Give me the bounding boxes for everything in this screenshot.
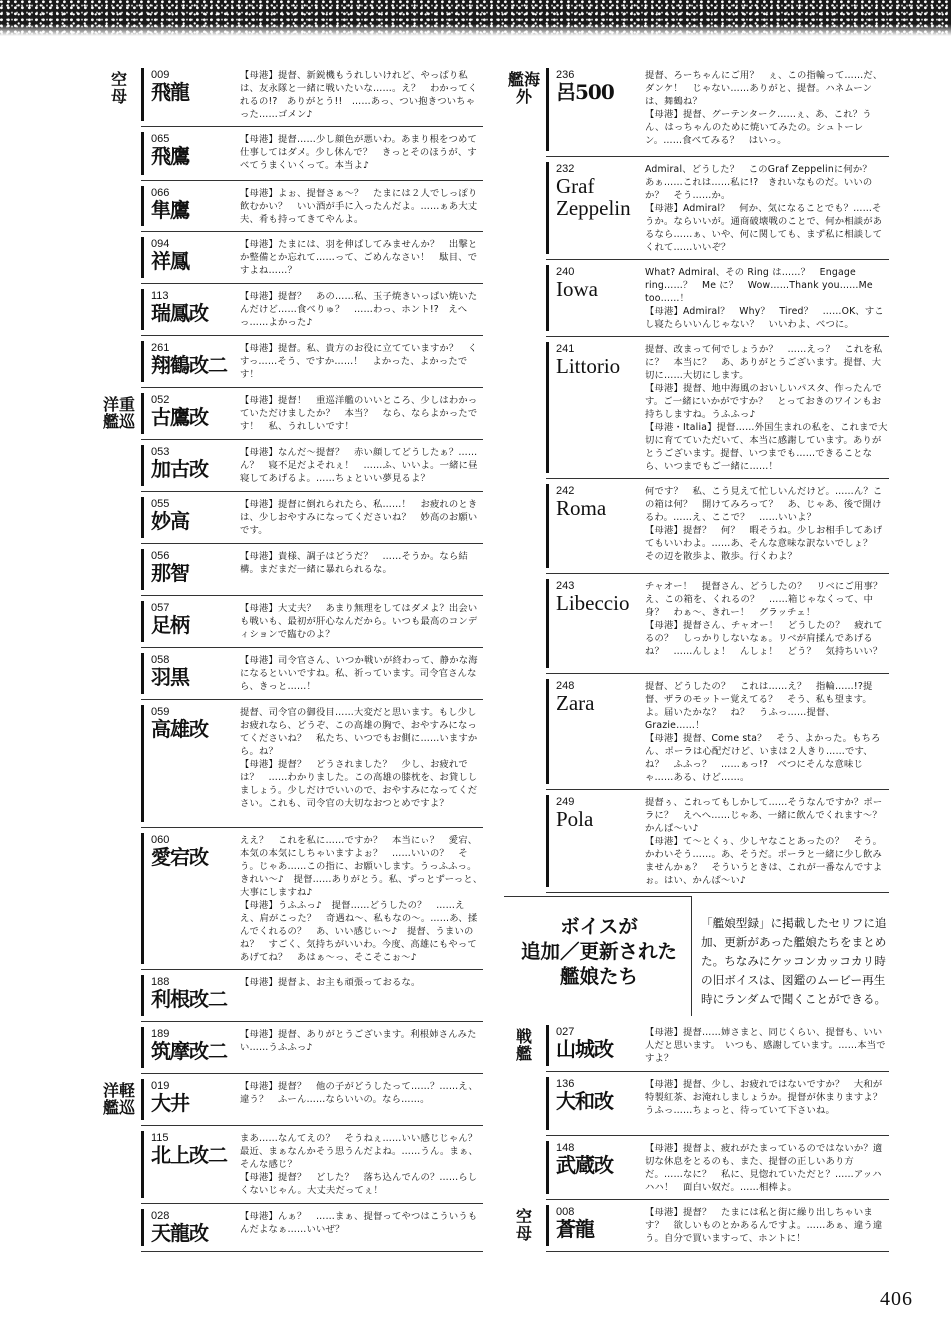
category-label-line: 洋重 bbox=[102, 395, 135, 414]
ship-name: 翔鶴改二 bbox=[151, 353, 227, 377]
caption-title-line: ボイスが bbox=[560, 915, 638, 938]
ship-name-block bbox=[151, 187, 237, 222]
voice-line-text: 【母港】提督……姉さまと、同じくらい、提督も、いい人だと思います。 いつも、感謝しています。……本当ですよ？ bbox=[645, 1027, 886, 1064]
ship-voice-entry bbox=[141, 648, 483, 700]
ship-voice-entry bbox=[546, 1020, 889, 1072]
ship-voice-entry bbox=[546, 674, 889, 790]
ship-name: 筑摩改二 bbox=[151, 1039, 227, 1063]
category-label-line: 母 bbox=[515, 1224, 532, 1243]
voice-line-text: 【母港】提督。私、貴方のお役に立てていますか？ くすっ……そう、ですか……！ よかった、よかったです！ bbox=[240, 343, 478, 380]
left-column bbox=[99, 63, 483, 1252]
ship-name-block bbox=[151, 1132, 237, 1167]
ship-name: 那智 bbox=[151, 561, 189, 585]
ship-voice-entry bbox=[141, 492, 483, 544]
voice-line-text: 【母港】提督に倒れられたら、私……！ お疲れのときは、少しおやすみになってくださいね？ 妙高のお願いです。 bbox=[240, 499, 478, 536]
ship-category-group bbox=[99, 63, 483, 388]
caption-title-line: 艦娘たち bbox=[559, 965, 638, 988]
ship-number: 236 bbox=[556, 69, 575, 81]
category-label-line: 空 bbox=[110, 70, 127, 89]
ship-voice-entry bbox=[546, 1136, 889, 1200]
ship-voice-entry bbox=[546, 63, 889, 157]
ship-name-block bbox=[151, 342, 237, 377]
ship-name: 妙高 bbox=[151, 509, 189, 533]
ship-name-block bbox=[556, 343, 642, 377]
ship-category-group bbox=[504, 1020, 892, 1200]
ship-name-block bbox=[151, 654, 237, 689]
ship-number: 148 bbox=[556, 1142, 575, 1154]
ship-voice-entry bbox=[546, 157, 889, 260]
ship-number: 248 bbox=[556, 680, 575, 692]
ship-voice-entry bbox=[141, 700, 483, 828]
ship-name-block bbox=[151, 550, 237, 585]
ship-category-group bbox=[99, 388, 483, 1022]
ship-name: 祥鳳 bbox=[151, 249, 189, 273]
ship-number: 094 bbox=[151, 238, 170, 250]
ship-name-block bbox=[556, 1206, 642, 1241]
ship-name: 山城改 bbox=[556, 1037, 613, 1061]
ship-number: 009 bbox=[151, 69, 170, 81]
ship-name-block bbox=[556, 485, 642, 519]
ship-name-block bbox=[556, 266, 642, 300]
caption-rule bbox=[504, 896, 692, 897]
ship-voice-entry bbox=[141, 1074, 483, 1126]
category-label-line: 艦海 bbox=[507, 70, 540, 89]
voice-line-text: 【母港】提督、ありがとうございます。利根姉さんみたい……うふふっ♪ bbox=[240, 1029, 477, 1053]
voice-line-text: 提督、司令官の御役目……大変だと思います。もし少しお疲れなら、どうぞ、この高雄の胸で、おやすみになってくださいね？ 私たち、いつでもお側に……いますから。ね？ 【母港】提督？ どうされました？ 少し、お疲れでは？ ……わかりました。この高雄の膝枕を、お貸ししましょう。少しだけでいいので、おやすみになってください。これも、司令官の大切なおつとめですよ？ bbox=[240, 707, 478, 809]
ship-number: 242 bbox=[556, 485, 575, 497]
ship-name: Iowa bbox=[556, 277, 598, 301]
ship-name-block bbox=[151, 602, 237, 637]
ship-name: 愛宕改 bbox=[151, 845, 208, 869]
ship-name: Roma bbox=[556, 496, 607, 520]
voice-line-text: 【母港】提督、少し、お疲れではないですか？ 大和が特製紅茶、お淹れしましょうか。提督が休まりますよ？ うふっ……ちょっと、待っていて下さいね。 bbox=[645, 1079, 892, 1116]
ship-name: Littorio bbox=[556, 354, 621, 378]
category-label bbox=[99, 1082, 139, 1116]
ship-voice-entry bbox=[141, 440, 483, 492]
ship-name-block bbox=[151, 133, 237, 168]
ship-name-block bbox=[556, 580, 642, 614]
ship-name-block bbox=[151, 1210, 237, 1245]
voice-line-text: What? Admiral、その Ring は……？ Engage ring……？ Me に？ Wow……Thank you……Me too……！ 【母港】Admiral？ Why？ Tired？ ……OK、すこし寝たらいいんじゃない？ いいわよ、べつに。 bbox=[645, 267, 884, 330]
voice-line-text: 何です？ 私、こう見えて忙しいんだけど。……ん？この箱は何？ 開けてみろって？ あ、じゃあ、後で開けるわ。……え、ここで？ ……いいよ？ 【母港】提督？ 何？ 暇そうね。少しお相手してあげてもいいわよ。……あ、そんな意味な訳ないでしょ？ その辺を散歩よ、散歩。行くわよ？ bbox=[645, 486, 883, 562]
caption-title bbox=[514, 914, 684, 989]
ship-voice-entry bbox=[546, 260, 889, 337]
right-column bbox=[504, 63, 889, 893]
ship-name: 蒼龍 bbox=[556, 1217, 594, 1241]
voice-line-text: 提督、どうしたの？ これは……え？ 指輪……!?提督、ザラのモットー覚えてる？ そう、私も望ます。よ。届いたかな？ ね？ うふっ……提督、Grazie……！ 【母港】提督、Come sta？ そう、よかった。もちろん、ポーラは心配だけど、いまは２人きり……です、ね？ ふふっ？ ……ぁっ!? べつにそんな意味じゃ……ある、けど……。 bbox=[645, 681, 881, 783]
category-label-line: 空 bbox=[515, 1207, 532, 1226]
ship-voice-entry bbox=[546, 574, 889, 674]
ship-category-group bbox=[504, 63, 889, 893]
category-label bbox=[99, 396, 139, 430]
ship-number: 019 bbox=[151, 1080, 170, 1092]
ship-voice-entry bbox=[141, 1204, 483, 1252]
ship-number: 249 bbox=[556, 796, 575, 808]
ship-name: 足柄 bbox=[151, 613, 189, 637]
ship-number: 243 bbox=[556, 580, 575, 592]
ship-number: 065 bbox=[151, 133, 170, 145]
ship-voice-entry bbox=[141, 284, 483, 336]
ship-name: Graf Zeppelin bbox=[556, 174, 631, 220]
ship-category-group bbox=[504, 1200, 889, 1252]
ship-name: 利根改二 bbox=[151, 987, 227, 1011]
ship-voice-entry bbox=[546, 479, 889, 574]
category-label bbox=[99, 71, 139, 105]
ship-number: 241 bbox=[556, 343, 575, 355]
ship-voice-entry bbox=[141, 828, 483, 970]
ship-category-group bbox=[99, 1074, 483, 1252]
ship-number: 027 bbox=[556, 1026, 575, 1038]
voice-line-text: 提督、改まって何でしょうか？ ……えっ？ これを私に？ 本当に？ あ、ありがとうございます。提督、大切に……大切にします。 【母港】提督、地中海風のおいしいパスタ、作ったんです。ご一緒にいかがですか？ とっておきのワインもお持ちしますね。うふふっ♪ 【母港・Italia】提督……外国生まれの私を、これまで大切に育てていただいて、本当に感謝しています。ありがとうございます。提督、いつまでも……できることなら、いつまでもご一緒に……！ bbox=[645, 344, 888, 472]
ship-number: 008 bbox=[556, 1206, 575, 1218]
ship-number: 055 bbox=[151, 498, 170, 510]
ship-number: 240 bbox=[556, 266, 575, 278]
ship-number: 052 bbox=[151, 394, 170, 406]
ship-voice-entry bbox=[546, 337, 889, 479]
decorative-header-band bbox=[0, 0, 951, 36]
voice-line-text: 【母港】貴様、調子はどうだ？ ……そうか。なら結構。まだまだ一緒に暴れられるな。 bbox=[240, 551, 468, 575]
ship-name: 古鷹改 bbox=[151, 405, 208, 429]
ship-number: 058 bbox=[151, 654, 170, 666]
ship-name-block bbox=[556, 163, 642, 219]
ship-name-block bbox=[556, 680, 642, 714]
ship-number: 060 bbox=[151, 834, 170, 846]
ship-name-block bbox=[556, 1078, 642, 1113]
voice-line-text: 提督ぅ、これってもしかして……そうなんですか？ポーラに？ えへへ……じゃあ、一緒に飲んでくれます～？ かんぱ～い♪ 【母港】て～とくぅ、少しヤなことあったの？ そう。かわいそう……。あ、そうだ。ポーラと一緒に少し飲みませんかぁ？ そういうときは、これが一番なんですよぉ。はい、かんぱ～い♪ bbox=[645, 797, 883, 886]
voice-line-text: チャオー！ 提督さん、どうしたの？ リベにご用事？ え、この箱を、くれるの？ ……箱じゃなくって、中身？ わぁ～、きれー！ グラッチェ！ 【母港】提督さん、チャオー！ どうしたの？ 疲れてるの？ しっかりしないなぁ。リベが肩揉んであげるね？ ……んしょ！ んしょ！ どう？ 気持ちいい？ bbox=[645, 581, 883, 657]
ship-name: 呂500 bbox=[556, 80, 614, 104]
caption-text: 「艦娘型録」に掲載したセリフに追加、更新があった艦娘たちをまとめた。ちなみにケッコンカッコカリ時の旧ボイスは、図鑑のムービー再生時にランダムで聞くことができる。 bbox=[701, 916, 887, 1006]
voice-line-text: まあ……なんてえの？ そうねぇ……いい感じじゃん？ 最近、まぁなんかそう思うんだよね。……うん。まぁ、そんな感じ？ 【母港】提督？ どした？ 落ち込んでんの？……らしくないじゃん。大丈夫だってぇ！ bbox=[240, 1133, 478, 1196]
voice-line-text: 【母港】よぉ、提督さぁ～？ たまには２人でしっぽり飲むかい？ いい酒が手に入ったんだよ。……ぁあ大丈夫、肴も持ってきてやんよ。 bbox=[240, 188, 478, 225]
voice-line-text: 【母港】提督？ あの……私、玉子焼きいっぱい焼いたんだけど……食べりゅ？ ……わっ、ホント!? えへっ……よかった♪ bbox=[240, 291, 478, 328]
voice-line-text: 【母港】司令官さん、いつか戦いが終わって、静かな海になるといいですね。私、祈っています。司令官さんなら、きっと……！ bbox=[240, 655, 478, 692]
ship-name: 武蔵改 bbox=[556, 1153, 613, 1177]
ship-voice-entry bbox=[546, 1200, 889, 1252]
right-lower-column bbox=[504, 1020, 892, 1252]
voice-line-text: 【母港】提督よ、疲れがたまっているのではないか？適切な休息をとるのも、また、提督の正しいあり方だ。……なに？ 私に、見惚れていただと？……アッハハハ！ 面白い奴だ。……相棒よ。 bbox=[645, 1143, 883, 1193]
ship-number: 136 bbox=[556, 1078, 575, 1090]
ship-name-block bbox=[151, 834, 237, 869]
ship-voice-entry bbox=[141, 544, 483, 596]
ship-name-block bbox=[151, 394, 237, 429]
ship-name-block bbox=[556, 1142, 642, 1177]
voice-line-text: 提督、ろーちゃんにご用？ ぇ、この指輪って……だ、ダンケ！ じゃない……ありがと、提督。ハネムーンは、舞鶴ね？ 【母港】提督、グーテンターク……ぇ、あ、これ？うん、はっちゃんのために焼いてみたの。シュトーレン。……食べてみる？ はいっ。 bbox=[645, 70, 883, 146]
ship-name-block bbox=[151, 1028, 237, 1063]
ship-name: Libeccio bbox=[556, 591, 630, 615]
ship-name-block bbox=[151, 1080, 237, 1115]
ship-category-group bbox=[99, 1022, 483, 1074]
page-number: 406 bbox=[880, 1288, 913, 1310]
ship-name-block bbox=[151, 498, 237, 533]
ship-voice-entry bbox=[141, 970, 483, 1022]
ship-number: 057 bbox=[151, 602, 170, 614]
ship-voice-entry bbox=[546, 790, 889, 893]
ship-voice-entry bbox=[546, 1072, 892, 1136]
voice-line-text: 【母港】提督……少し顔色が悪いわ。あまり根をつめて仕事してはダメ。少し休んで？ きっとそのほうが、すべてうまくいくって。本当よ♪ bbox=[240, 134, 478, 171]
ship-name: Zara bbox=[556, 691, 595, 715]
ship-name: 北上改二 bbox=[151, 1143, 227, 1167]
ship-name-block bbox=[151, 446, 237, 481]
ship-name-block bbox=[556, 796, 642, 830]
ship-number: 113 bbox=[151, 290, 169, 302]
ship-voice-entry bbox=[141, 596, 483, 648]
voice-line-text: Admiral、どうした？ このGraf Zeppelinに何か？ あぁ……これは……私に!? きれいなものだ。いいのか？ そう……か。 【母港】Admiral？ 何か、気になることでも？……そうか。ならいいが。通商破壊戦のことで、何か相談があるなら……ぁ、いや、何に関しても、まず私に相談してくれて……いいぞ？ bbox=[645, 164, 883, 253]
ship-number: 232 bbox=[556, 163, 575, 175]
ship-number: 028 bbox=[151, 1210, 170, 1222]
category-label bbox=[504, 71, 544, 105]
ship-voice-entry bbox=[141, 1126, 483, 1204]
category-label-line: 艦巡 bbox=[102, 412, 135, 431]
ship-name-block bbox=[151, 238, 237, 273]
voice-line-text: 【母港】提督！ 重巡洋艦のいいところ、少しはわかっていただけましたか？ 本当？ なら、ならよかったです！ 私、うれしいです！ bbox=[240, 395, 478, 432]
voice-line-text: 【母港】提督、新鋭機もうれしいけれど、やっぱり私は、友永隊と一緒に戦いたいな……。え？ わかってくれるの!? ありがとう!! ……あっ、つい抱きついちゃった……ゴメン♪ bbox=[240, 70, 478, 120]
ship-number: 059 bbox=[151, 706, 170, 718]
ship-name: 隼鷹 bbox=[151, 198, 189, 222]
ship-name: 大和改 bbox=[556, 1089, 613, 1113]
caption-divider bbox=[691, 896, 692, 1016]
ship-voice-entry bbox=[141, 127, 483, 181]
voice-line-text: 【母港】なんだ～提督？ 赤い顔してどうしたぁ？……ん？ 寝不足だよそれぇ！ ……ふ、いいよ。一緒に昼寝してあげるよ。……ちょといい夢見るよ？ bbox=[240, 447, 478, 484]
ship-number: 189 bbox=[151, 1028, 170, 1040]
voice-line-text: 【母港】大丈夫？ あまり無理をしてはダメよ？出会いも戦いも、最初が肝心なんだから。いつも最高のコンディションで臨むのよ？ bbox=[240, 603, 478, 640]
ship-voice-entry bbox=[141, 63, 483, 127]
ship-number: 056 bbox=[151, 550, 170, 562]
category-label-line: 戦 bbox=[515, 1027, 532, 1046]
voice-line-text: ええ？ これを私に……ですか？ 本当にぃ？ 愛宕、本気の本気にしちゃいますよぉ？ ……いいの？ そう。じゃあ……この指に、お願いします。うっふふっ。きれい～♪ 提督……ありがとう。私、ずっとずーっと、大事にしますね♪ 【母港】うふふっ♪ 提督……どうしたの？ ……ええ、肩がこった？ 奇遇ね～、私もなの～。……あ、揉んでくれるの？ あ、いい感じぃ～♪ 提督、うまいのね？ すごく、気持ちがいいわ。今度、高雄にもやってあげてね？ あはぁ～っ、そこそこぉ～♪ bbox=[240, 835, 483, 963]
ship-number: 053 bbox=[151, 446, 170, 458]
ship-name: 飛龍 bbox=[151, 80, 189, 104]
category-label bbox=[504, 1208, 544, 1242]
ship-voice-entry bbox=[141, 1022, 483, 1074]
ship-name-block bbox=[556, 1026, 642, 1061]
ship-voice-entry bbox=[141, 181, 483, 232]
category-label-line: 洋軽 bbox=[102, 1081, 135, 1100]
ship-voice-entry bbox=[141, 336, 483, 388]
ship-number: 115 bbox=[151, 1132, 169, 1144]
voice-line-text: 【母港】提督？ たまには私と街に繰り出しちゃいます？ 欲しいものとかあるんですよ。……あぁ、違う違う。自分で買いますって、ホントに！ bbox=[645, 1207, 883, 1244]
category-label-line: 外 bbox=[515, 87, 532, 106]
ship-name: 高雄改 bbox=[151, 717, 208, 741]
ship-name: 天龍改 bbox=[151, 1221, 208, 1245]
ship-name-block bbox=[151, 976, 237, 1011]
ship-name: 飛鷹 bbox=[151, 144, 189, 168]
ship-name-block bbox=[151, 706, 237, 741]
ship-name-block bbox=[151, 69, 237, 104]
voice-line-text: 【母港】提督よ、お主も頑張っておるな。 bbox=[240, 977, 421, 988]
ship-voice-entry bbox=[141, 388, 483, 440]
category-label-line: 艦 bbox=[515, 1044, 532, 1063]
voice-line-text: 【母港】たまには、羽を伸ばしてみませんか？ 出撃とか整備とか忘れて……って、ごめんなさい！ 駄目、ですよね……？ bbox=[240, 239, 478, 276]
ship-name: Pola bbox=[556, 807, 594, 831]
ship-name: 大井 bbox=[151, 1091, 189, 1115]
category-label-line: 母 bbox=[110, 87, 127, 106]
voice-line-text: 【母港】提督？ 他の子がどうしたって……？……え、違う？ ふーん……ならいいの。なら……。 bbox=[240, 1081, 478, 1105]
ship-number: 261 bbox=[151, 342, 170, 354]
section-caption bbox=[504, 896, 889, 1018]
category-label-line: 艦巡 bbox=[102, 1098, 135, 1117]
ship-name-block bbox=[556, 69, 642, 104]
ship-number: 188 bbox=[151, 976, 170, 988]
ship-name: 加古改 bbox=[151, 457, 208, 481]
caption-title-line: 追加／更新された bbox=[520, 940, 677, 963]
ship-number: 066 bbox=[151, 187, 170, 199]
ship-voice-entry bbox=[141, 232, 483, 284]
voice-line-text: 【母港】んぁ？ ……まぁ、提督ってやつはこういうもんだよなぁ……いいぜ？ bbox=[240, 1211, 478, 1235]
category-label bbox=[504, 1028, 544, 1062]
ship-name: 羽黒 bbox=[151, 665, 189, 689]
ship-name: 瑞鳳改 bbox=[151, 301, 208, 325]
ship-name-block bbox=[151, 290, 237, 325]
